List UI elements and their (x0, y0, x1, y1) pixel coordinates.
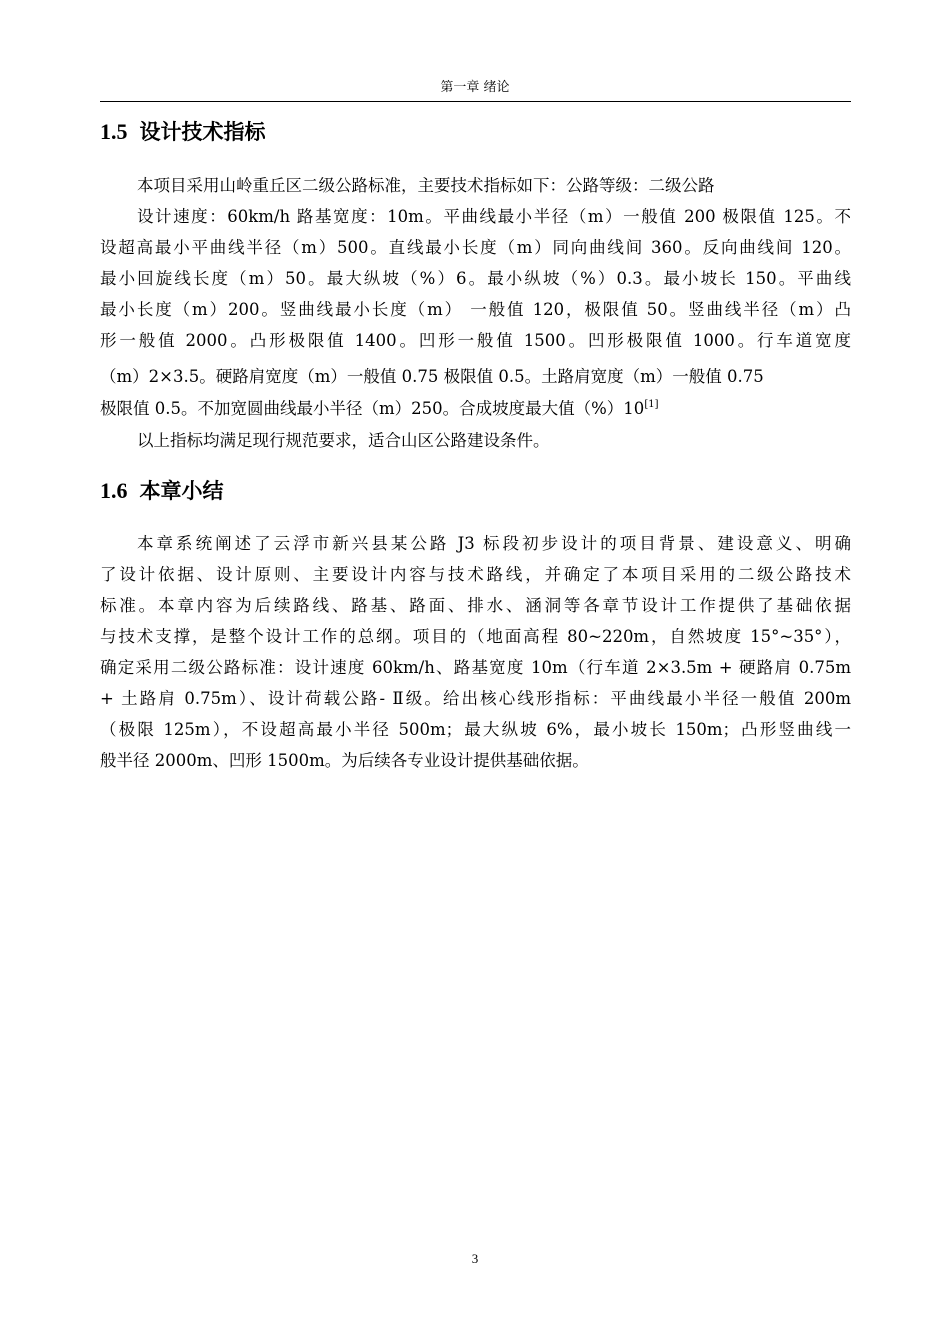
paragraph-line: 确定采用二级公路标准：设计速度 60km/h、路基宽度 10m（行车道 2×3.5m + 硬路肩 0.75m (100, 658, 851, 677)
paragraph-line: 本项目采用山岭重丘区二级公路标准，主要技术指标如下：公路等级：二级公路 (137, 176, 715, 195)
paragraph-line: （m）2×3.5。硬路肩宽度（m）一般值 0.75 极限值 0.5。土路肩宽度（m）一般值 0.75 (100, 367, 764, 386)
paragraph-line: 形一般值 2000。凸形极限值 1400。凹形一般值 1500。凹形极限值 1000。行车道宽度 (100, 331, 851, 350)
paragraph-line: 本章系统阐述了云浮市新兴县某公路 J3 标段初步设计的项目背景、建设意义、明确 (137, 534, 851, 553)
section-number: 1.6 (100, 478, 128, 503)
section-number: 1.5 (100, 119, 128, 144)
section-title: 本章小结 (139, 479, 224, 503)
paragraph-line: 最小长度（m）200。竖曲线最小长度（m） 一般值 120，极限值 50。竖曲线半径（m）凸 (100, 300, 851, 319)
paragraph-line: 般半径 2000m、凹形 1500m。为后续各专业设计提供基础依据。 (100, 751, 589, 770)
paragraph-line: 与技术支撑，是整个设计工作的总纲。项目的（地面高程 80~220m，自然坡度 15°~35°）， (100, 627, 851, 646)
section-title: 设计技术指标 (139, 120, 266, 144)
section-heading-1-6 (100, 477, 224, 505)
citation-marker: [1] (644, 399, 659, 410)
paragraph-line: 最小回旋线长度（m）50。最大纵坡（%）6。最小纵坡（%）0.3。最小坡长 150。平曲线 (100, 269, 851, 288)
paragraph-text: 极限值 0.5。不加宽圆曲线最小半径（m）250。合成坡度最大值（%）10 (100, 399, 645, 418)
paragraph-line: 设计速度：60km/h 路基宽度：10m。平曲线最小半径（m）一般值 200 极限值 125。不 (137, 207, 851, 226)
paragraph-line: 标准。本章内容为后续路线、路基、路面、排水、涵洞等各章节设计工作提供了基础依据 (100, 596, 851, 615)
paragraph-line: 了设计依据、设计原则、主要设计内容与技术路线，并确定了本项目采用的二级公路技术 (100, 565, 851, 584)
page-number: 3 (471, 1251, 479, 1266)
paragraph-line: + 土路肩 0.75m）、设计荷载公路- Ⅱ级。给出核心线形指标：平曲线最小半径一般值 200m (100, 689, 851, 708)
header-rule (100, 101, 851, 102)
paragraph-line-with-citation (100, 398, 658, 420)
running-header: 第一章 绪论 (440, 80, 510, 95)
paragraph-line: 以上指标均满足现行规范要求，适合山区公路建设条件。 (137, 431, 550, 450)
section-heading-1-5 (100, 118, 266, 146)
paragraph-line: （极限 125m），不设超高最小半径 500m；最大纵坡 6%，最小坡长 150m；凸形竖曲线一 (100, 720, 851, 739)
paragraph-line: 设超高最小平曲线半径（m）500。直线最小长度（m）同向曲线间 360。反向曲线间 120。 (100, 238, 851, 257)
